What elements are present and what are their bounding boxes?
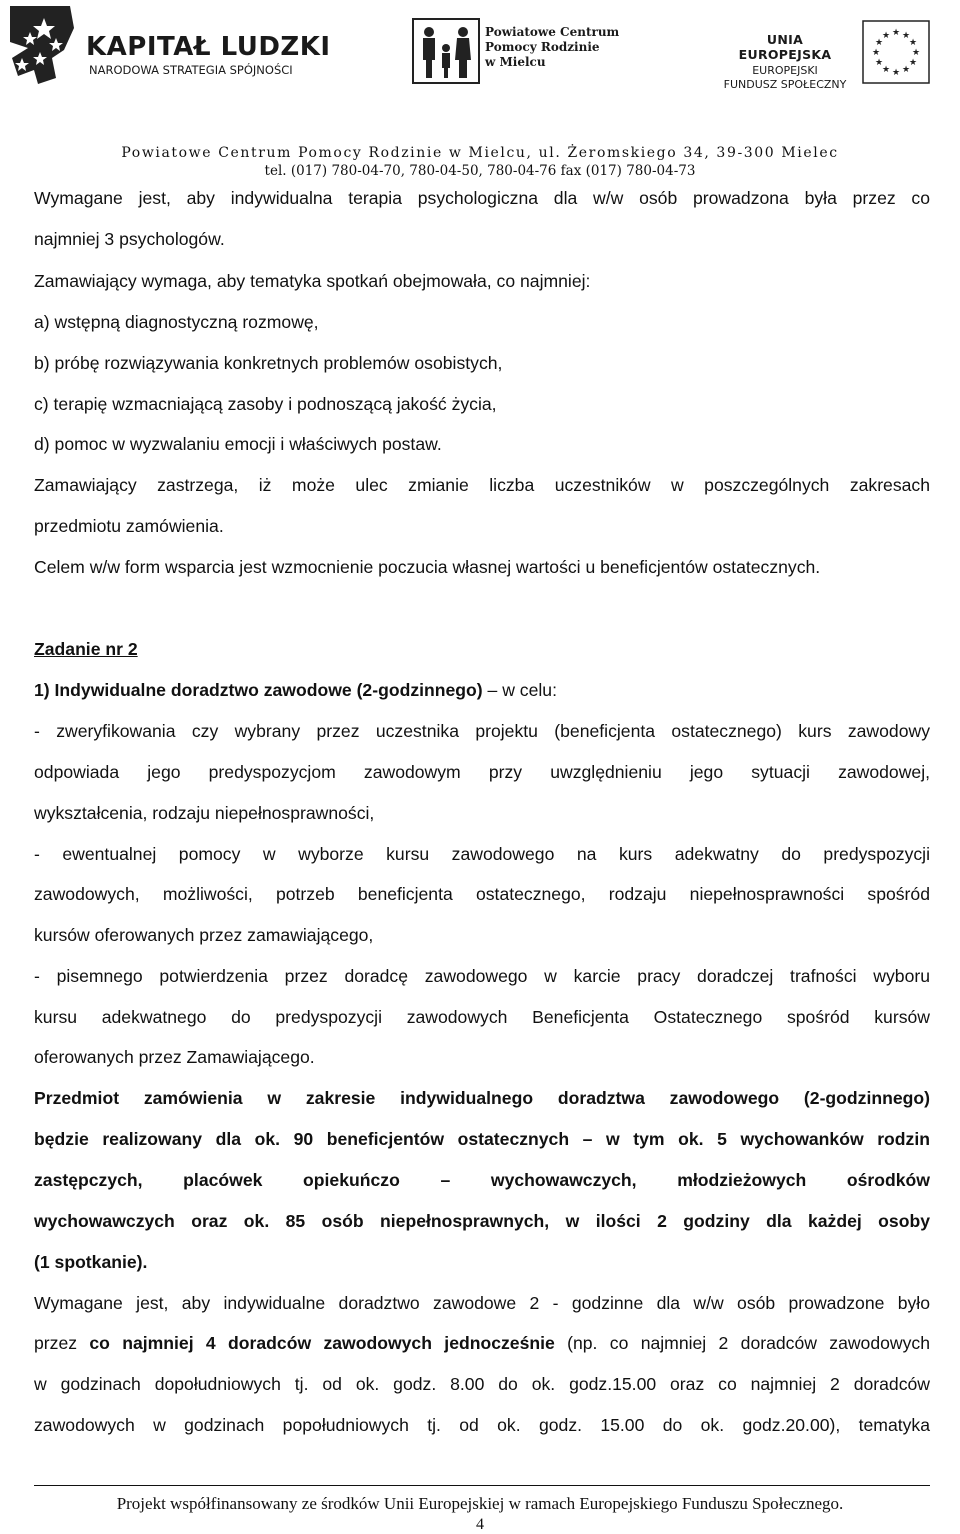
kapital-ludzki-emblem-icon — [4, 2, 84, 90]
bold-line: wychowawczych oraz ok. 85 osób niepełnosprawnych, w ilości 2 godziny dla każdej osoby — [34, 1211, 930, 1231]
svg-text:★: ★ — [874, 38, 884, 48]
subsection-title: 1) Indywidualne doradztwo zawodowe (2-godzinnego) — [34, 680, 483, 700]
text-line: - ewentualnej pomocy w wyborze kursu zawodowego na kurs adekwatny do predyspozycji — [34, 844, 930, 864]
pcpr-line-2: Pomocy Rodzinie — [485, 40, 600, 54]
text-line: zawodowych, możliwości, potrzeb beneficjenta ostatecznego, rodzaju niepełnosprawności spośród — [34, 884, 930, 904]
text-line: - pisemnego potwierdzenia przez doradcę zawodowego w karcie pracy doradczej trafności wyboru — [34, 966, 930, 986]
text-line: wykształcenia, rodzaju niepełnosprawności, — [34, 803, 375, 823]
svg-text:★: ★ — [881, 65, 891, 75]
text-line-mixed — [34, 1332, 930, 1354]
pcpr-name — [485, 25, 619, 70]
svg-text:★: ★ — [908, 38, 918, 48]
svg-text:★: ★ — [901, 31, 911, 41]
svg-text:★: ★ — [901, 65, 911, 75]
list-item: c) terapię wzmacniającą zasoby i podnoszącą jakość życia, — [34, 394, 497, 414]
text-line: przedmiotu zamówienia. — [34, 516, 224, 536]
bold-line: (1 spotkanie). — [34, 1252, 148, 1272]
text-line: Wymagane jest, aby indywidualna terapia psychologiczna dla w/w osób prowadzona była przez co — [34, 188, 930, 208]
text-line: Celem w/w form wsparcia jest wzmocnienie poczucia własnej wartości u beneficjentów ostatecznych. — [34, 557, 821, 577]
eu-fund-text — [722, 32, 848, 91]
pcpr-line-3: w Mielcu — [485, 55, 546, 69]
text-line: Zamawiający zastrzega, iż może ulec zmianie liczba uczestników w poszczególnych zakresach — [34, 475, 930, 495]
bold-segment: co najmniej 4 doradców zawodowych jednocześnie — [89, 1333, 555, 1353]
footer-text: Projekt współfinansowany ze środków Unii Europejskiej w ramach Europejskiego Funduszu Społecznego. — [116, 1494, 844, 1513]
eu-line-3: FUNDUSZ SPOŁECZNY — [723, 78, 847, 91]
subsection-purpose: – w celu: — [482, 680, 557, 700]
svg-text:★: ★ — [871, 48, 881, 58]
text-line: kursu adekwatnego do predyspozycji zawodowych Beneficjenta Ostatecznego spośród kursów — [34, 1007, 930, 1027]
pcpr-logo — [412, 18, 480, 89]
page-number: 4 — [476, 1516, 484, 1533]
header-phone: tel. (017) 780-04-70, 780-04-50, 780-04-76 fax (017) 780-04-73 — [264, 163, 696, 179]
svg-text:★: ★ — [891, 28, 901, 38]
svg-text:★: ★ — [881, 31, 891, 41]
text-line: Wymagane jest, aby indywidualne doradztwo zawodowe 2 - godzinne dla w/w osób prowadzone było — [34, 1293, 930, 1313]
eu-line-2: EUROPEJSKI — [752, 64, 818, 77]
text-segment: (np. co najmniej 2 doradców zawodowych — [554, 1333, 930, 1353]
text-line: oferowanych przez Zamawiającego. — [34, 1047, 315, 1067]
text-line: kursów oferowanych przez zamawiającego, — [34, 925, 374, 945]
section-heading: Zadanie nr 2 — [34, 639, 138, 659]
subsection-heading — [34, 679, 930, 701]
svg-text:★: ★ — [908, 58, 918, 68]
text-line: odpowiada jego predyspozycjom zawodowym przy uwzględnieniu jego sytuacji zawodowej, — [34, 762, 930, 782]
svg-text:★: ★ — [891, 68, 901, 78]
pcpr-line-1: Powiatowe Centrum — [485, 25, 620, 39]
kapital-ludzki-subtitle: NARODOWA STRATEGIA SPÓJNOŚCI — [89, 63, 293, 77]
bold-line: Przedmiot zamówienia w zakresie indywidualnego doradztwa zawodowego (2-godzinnego) — [34, 1088, 930, 1108]
bold-line: zastępczych, placówek opiekuńczo – wychowawczych, młodzieżowych ośrodków — [34, 1170, 930, 1190]
list-item: a) wstępną diagnostyczną rozmowę, — [34, 312, 319, 332]
eu-stars-icon — [862, 20, 930, 84]
text-line: Zamawiający wymaga, aby tematyka spotkań obejmowała, co najmniej: — [34, 271, 591, 291]
text-line: w godzinach dopołudniowych tj. od ok. godz. 8.00 do ok. godz.15.00 oraz co najmniej 2 doradców — [34, 1374, 930, 1394]
footer-divider — [34, 1485, 930, 1486]
list-item: b) próbę rozwiązywania konkretnych problemów osobistych, — [34, 353, 503, 373]
kapital-ludzki-title: KAPITAŁ LUDZKI — [86, 32, 331, 62]
text-line: zawodowych w godzinach popołudniowych tj. od ok. godz. 15.00 do ok. godz.20.00), tematyka — [34, 1415, 930, 1435]
bold-line: będzie realizowany dla ok. 90 beneficjentów ostatecznych – w tym ok. 5 wychowanków rodzin — [34, 1129, 930, 1149]
family-icon — [412, 18, 480, 84]
eu-flag-logo — [862, 20, 930, 89]
text-line: - zweryfikowania czy wybrany przez uczestnika projektu (beneficjenta ostatecznego) kurs zawodowy — [34, 721, 930, 741]
text-segment: przez — [34, 1333, 90, 1353]
svg-text:★: ★ — [911, 48, 921, 58]
text-line: najmniej 3 psychologów. — [34, 229, 225, 249]
eu-line-1: UNIA EUROPEJSKA — [738, 32, 832, 62]
svg-text:★: ★ — [874, 58, 884, 68]
header-address: Powiatowe Centrum Pomocy Rodzinie w Mielcu, ul. Żeromskiego 34, 39-300 Mielec — [121, 145, 839, 161]
list-item: d) pomoc w wyzwalaniu emocji i właściwych postaw. — [34, 434, 442, 454]
